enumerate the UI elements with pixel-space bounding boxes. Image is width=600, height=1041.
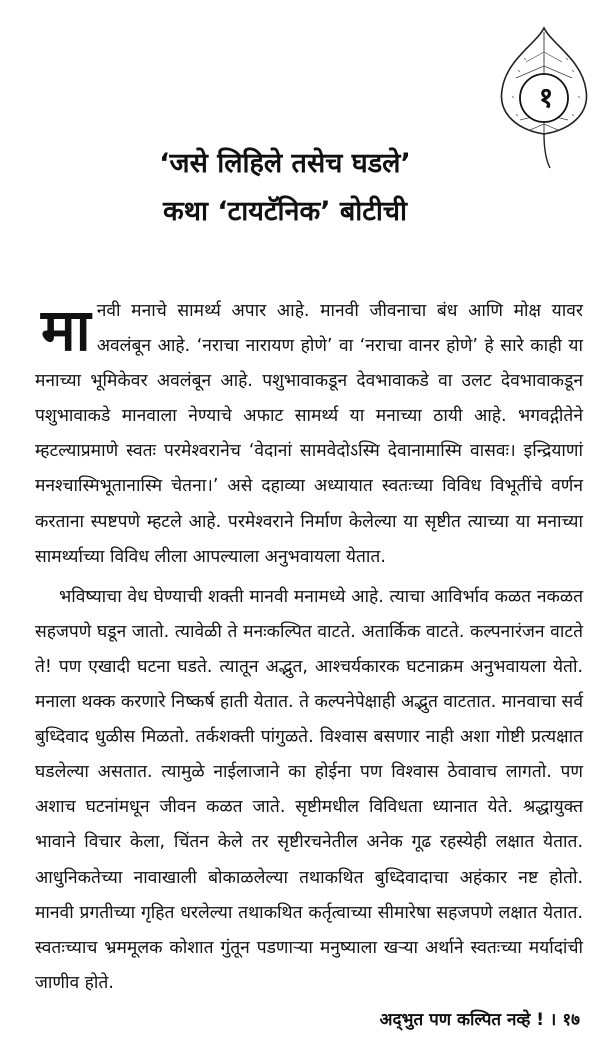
page-number: १७ [562,1010,580,1030]
paragraph-2: भविष्याचा वेध घेण्याची शक्ती मानवी मनामध्ये आहे. त्याचा आविर्भाव कळत नकळत सहजपणे घडून जातो. त्यावेळी ते मनःकल्पित वाटते. अतार्किक वाटते. कल्पनारंजन वाटते ते! पण एखादी घटना घडते. त्यातून अद्भुत, आश्चर्यकारक घटनाक्रम अनुभवायला येतो. मनाला थक्क करणारे निष्कर्ष हाती येतात. ते कल्पनेपेक्षाही अद्भुत वाटतात. मानवाचा सर्व बुध्दिवाद धुळीस मिळतो. तर्कशक्ती पांगुळते. विश्वास बसणार नाही अशा गोष्टी प्रत्यक्षात घडलेल्या असतात. त्यामुळे नाईलाजाने का होईना पण विश्वास ठेवावाच लागतो. पण अशाच घटनांमधून जीवन कळत जाते. सृष्टीमधील विविधता ध्यानात येते. श्रद्धायुक्त भावाने विचार केला, चिंतन केले तर सृष्टीरचनेतील अनेक गूढ रहस्येही लक्षात येतात. आधुनिकतेच्या नावाखाली बोकाळलेल्या तथाकथित बुध्दिवादाचा अहंकार नष्ट होतो. मानवी प्रगतीच्या गृहित धरलेल्या तथाकथित कर्तृत्वाच्या सीमारेषा सहजपणे लक्षात येतात. स्वतःच्याच भ्रममूलक कोशात गुंतून पडणाऱ्या मनुष्याला खऱ्या अर्थाने स्वतःच्या मर्यादांची जाणीव होते. [35,586,583,993]
chapter-title [60,140,510,236]
chapter-number: १ [538,81,554,114]
chapter-title-line-2: कथा ‘टायटॅनिक’ बोटीची [162,196,408,227]
page-footer [200,1008,580,1032]
paragraph-1-text: नवी मनाचे सामर्थ्य अपार आहे. मानवी जीवनाचा बंध आणि मोक्ष यावर अवलंबून आहे. ‘नराचा नारायण होणे’ वा ‘नराचा वानर होणे’ हे सारे काही या मनाच्या भूमिकेवर अवलंबून आहे. पशुभावाकडून देवभावाकडे वा उलट देवभावाकडून पशुभावाकडे मानवाला नेण्याचे अफाट सामर्थ्य या मनाच्या ठायी आहे. भगवद्गीतेने म्हटल्याप्रमाणे स्वतः परमेश्वरानेच ‘वेदानां सामवेदोऽस्मि देवानामास्मि वासवः। इन्द्रियाणां मनश्चास्मिभूतानास्मि चेतना।’ असे दहाव्या अध्यायात स्वतःच्या विविध विभूतींचे वर्णन करताना स्पष्टपणे म्हटले आहे. परमेश्वराने निर्माण केलेल्या या सृष्टीत त्याच्या या मनाच्या सामर्थ्याच्या विविध लीला आपल्याला अनुभवायला येतात. [35,301,583,567]
body-text [35,294,583,1001]
running-title: अद्‌भुत पण कल्पित नव्हे ! । [379,1010,557,1030]
chapter-title-line-1: ‘जसे लिहिले तसेच घडले’ [159,148,411,179]
drop-cap: मा [41,296,91,364]
paragraph-1 [35,294,583,575]
